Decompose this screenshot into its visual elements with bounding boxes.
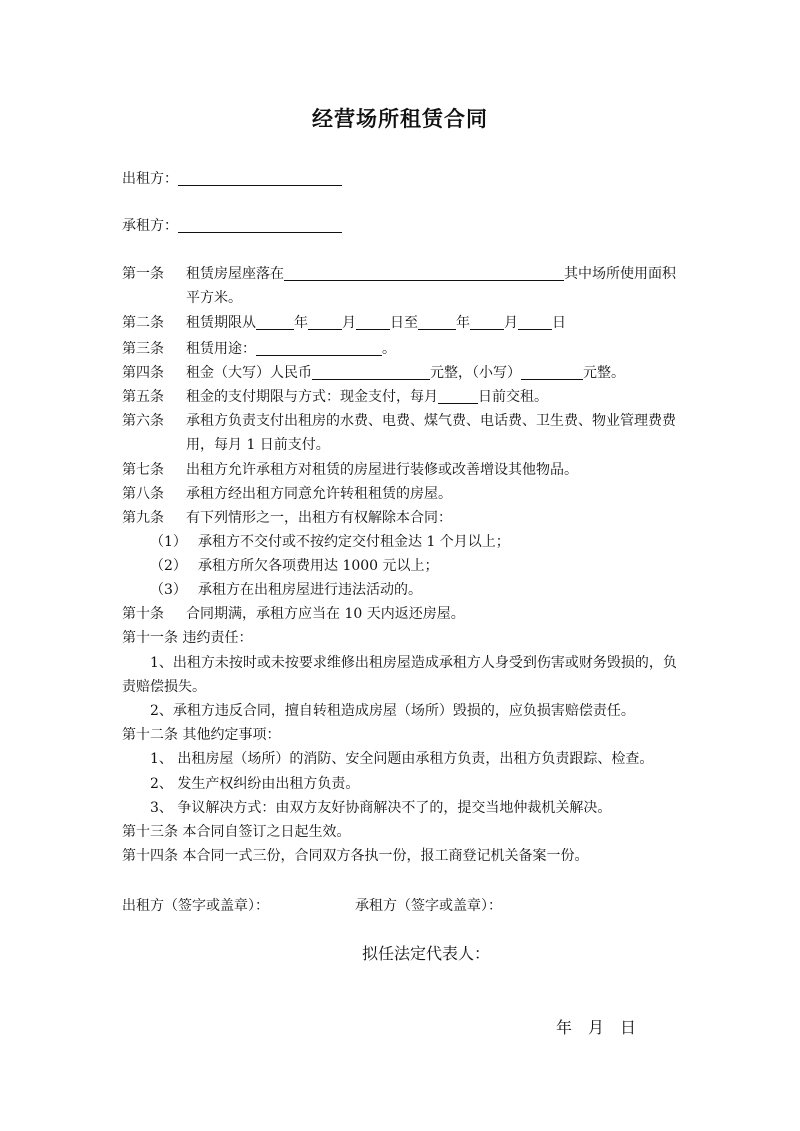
lessor-signature-label: 出租方（签字或盖章）： — [122, 898, 269, 914]
end-day-blank — [518, 315, 552, 330]
article-4-end: 元整。 — [583, 365, 625, 381]
article-4-label: 第四条 — [122, 365, 164, 381]
lessor-line — [122, 170, 342, 188]
article-8-text: 承租方经出租方同意允许转租租赁的房屋。 — [186, 486, 452, 502]
signing-date: 年 月 日 — [556, 1018, 637, 1037]
article-12-item-3: 3、 争议解决方式：由双方友好协商解决不了的，提交当地仲裁机关解决。 — [150, 800, 612, 816]
article-10-label: 第十条 — [122, 606, 164, 622]
lessee-label: 承租方： — [122, 218, 178, 234]
article-9-item-2 — [150, 557, 439, 575]
article-4-mid: 元整，（小写） — [430, 365, 521, 381]
article-12-item-2: 2、 发生产权纠纷由出租方负责。 — [150, 776, 360, 792]
article-1-area-unit: 平方米。 — [186, 290, 242, 306]
item-number: （3） — [150, 582, 187, 598]
article-7-label: 第七条 — [122, 462, 164, 478]
article-12-item-1: 1、 出租房屋（场所）的消防、安全问题由承租方负责，出租方负责跟踪、检查。 — [150, 751, 654, 767]
article-6 — [122, 412, 676, 430]
lessee-signature-label: 承租方（签字或盖章）： — [355, 898, 502, 914]
article-4-text: 租金（大写）人民币 — [186, 365, 312, 381]
start-year-blank — [256, 315, 294, 330]
payment-day-blank — [438, 389, 478, 404]
article-2-text: 租赁期限从 — [186, 315, 256, 331]
article-12-heading: 第十二条 其他约定事项： — [122, 727, 281, 743]
location-blank — [284, 266, 564, 281]
article-2-label: 第二条 — [122, 315, 164, 331]
article-5-label: 第五条 — [122, 389, 164, 405]
article-9-label: 第九条 — [122, 510, 164, 526]
article-1-text: 租赁房屋座落在 — [186, 266, 284, 282]
end-year-label: 年 — [456, 315, 470, 331]
article-1-label: 第一条 — [122, 266, 164, 282]
item-text: 承租方所欠各项费用达 1000 元以上； — [198, 558, 439, 574]
end-day-label: 日 — [552, 315, 566, 331]
lessee-line — [122, 217, 342, 235]
legal-representative-label: 拟任法定代表人： — [362, 944, 491, 963]
article-9-item-1 — [150, 533, 510, 551]
article-11-heading: 第十一条 违约责任： — [122, 630, 253, 646]
rent-figure-blank — [521, 365, 583, 380]
article-3-text: 租赁用途： — [186, 341, 256, 357]
article-10-text: 合同期满，承租方应当在 10 天内返还房屋。 — [186, 606, 465, 622]
item-text: 承租方在出租房屋进行违法活动的。 — [198, 582, 422, 598]
start-day-label: 日至 — [390, 315, 418, 331]
article-9-item-3 — [150, 581, 422, 599]
article-4 — [122, 364, 625, 382]
article-2 — [122, 314, 566, 332]
article-1-after: 其中场所使用面积 — [564, 266, 676, 282]
article-3-label: 第三条 — [122, 341, 164, 357]
article-11-p1-cont: 责赔偿损失。 — [122, 679, 206, 695]
end-month-label: 月 — [504, 315, 518, 331]
lessee-blank — [178, 218, 342, 233]
article-5-end: 日前交租。 — [478, 389, 548, 405]
article-6-line2 — [186, 436, 330, 454]
article-6-text-2: 用，每月 1 日前支付。 — [186, 437, 330, 453]
end-month-blank — [470, 315, 504, 330]
article-1-line2 — [186, 289, 242, 307]
article-6-label: 第六条 — [122, 413, 164, 429]
start-month-label: 月 — [342, 315, 356, 331]
rent-words-blank — [312, 365, 430, 380]
article-14: 第十四条 本合同一式三份，合同双方各执一份，报工商登记机关备案一份。 — [122, 848, 589, 864]
article-1 — [122, 265, 676, 283]
article-5 — [122, 388, 548, 406]
article-8-label: 第八条 — [122, 486, 164, 502]
lessor-label: 出租方： — [122, 171, 178, 187]
item-number: （1） — [150, 534, 187, 550]
document-title: 经营场所租赁合同 — [312, 106, 488, 131]
article-11-p2: 2、承租方违反合同，擅自转租造成房屋（场所）毁损的，应负损害赔偿责任。 — [150, 703, 635, 719]
article-10 — [122, 605, 465, 623]
article-9 — [122, 509, 452, 527]
article-6-text: 承租方负责支付出租房的水费、电费、煤气费、电话费、卫生费、物业管理费费 — [186, 413, 676, 429]
article-11-p1: 1、出租方未按时或未按要求维修出租房屋造成承租方人身受到伤害或财务毁损的，负 — [150, 655, 677, 671]
article-13: 第十三条 本合同自签订之日起生效。 — [122, 824, 351, 840]
start-day-blank — [356, 315, 390, 330]
lessor-blank — [178, 171, 342, 186]
start-year-label: 年 — [294, 315, 308, 331]
start-month-blank — [308, 315, 342, 330]
article-9-text: 有下列情形之一，出租方有权解除本合同： — [186, 510, 452, 526]
article-3 — [122, 340, 396, 358]
article-8 — [122, 485, 452, 503]
end-year-blank — [418, 315, 456, 330]
item-number: （2） — [150, 558, 187, 574]
item-text: 承租方不交付或不按约定交付租金达 1 个月以上； — [198, 534, 510, 550]
usage-blank — [256, 341, 382, 356]
article-3-end: 。 — [382, 341, 396, 357]
article-7-text: 出租方允许承租方对租赁的房屋进行装修或改善增设其他物品。 — [186, 462, 578, 478]
article-7 — [122, 461, 578, 479]
article-5-text: 租金的支付期限与方式：现金支付，每月 — [186, 389, 438, 405]
